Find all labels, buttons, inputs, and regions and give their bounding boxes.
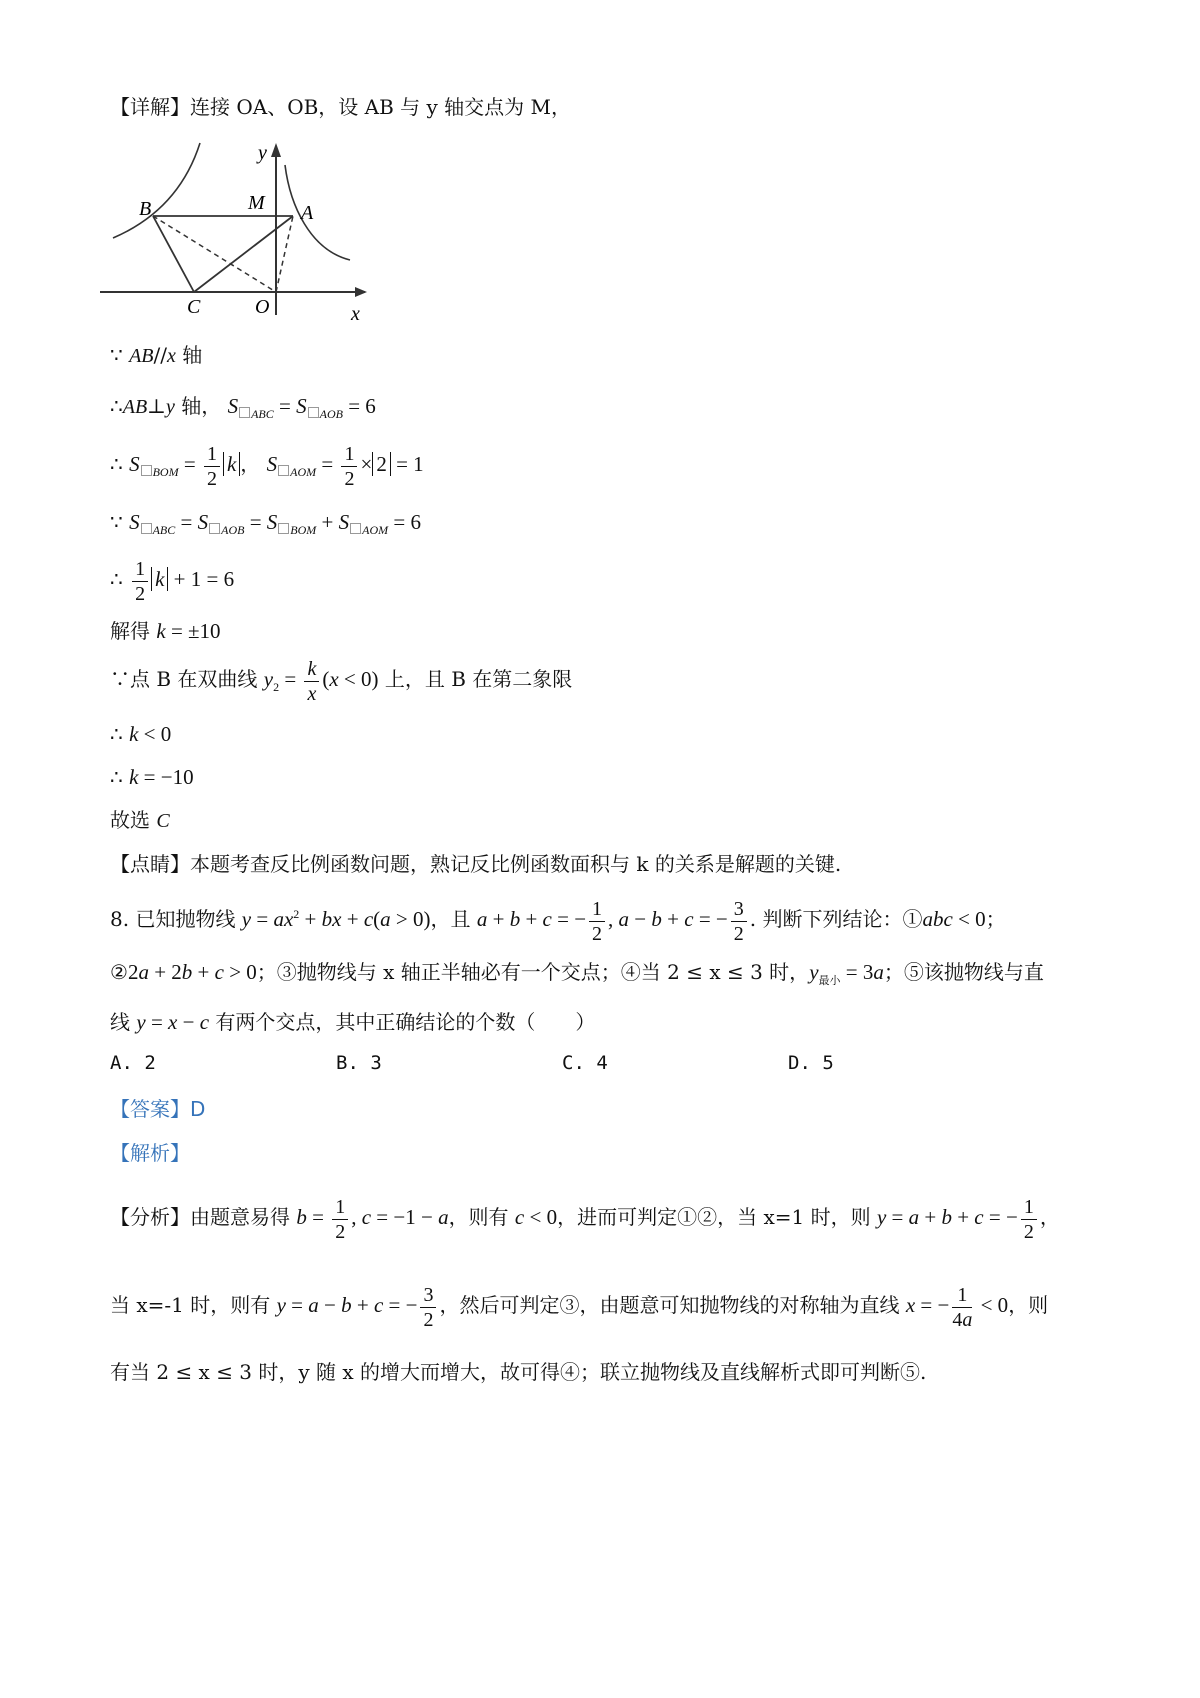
step-6-prefix: 解得 <box>110 619 157 643</box>
y-axis-arrow-icon <box>271 143 281 157</box>
step-5: ∴ $\frac{1}{2}$ k + 1 = 6 <box>110 557 235 605</box>
dianjing-text: 本题考查反比例函数问题，熟记反比例函数面积与 k 的关系是解题的关键. <box>190 852 842 876</box>
step-7-suffix: 上，且 B 在第二象限 <box>384 667 573 691</box>
answer-tag: 【答案】 <box>110 1097 190 1121</box>
step-8: ∴ k < 0 <box>110 722 172 746</box>
label-x: x <box>351 303 360 325</box>
x-axis-arrow-icon <box>355 287 367 297</box>
step-10: 故选 C <box>110 808 170 832</box>
step-7-prefix: ∵点 B 在双曲线 <box>110 667 264 691</box>
analysis-line-2: 当 x=-1 时，则有 y = a − b + c = − $\frac{3}{2}$ ，然后可判定③，由题意可知抛物线的对称轴为直线 x = − $\frac{1}{4a}$ < 0，则 <box>110 1283 1049 1331</box>
segment-bc <box>153 216 194 292</box>
step-3: ∴ S $_{BOM}$ = $\frac{1}{2}$ k ， S $_{AOM}$ = $\frac{1}{2}$ × 2 = 1 <box>110 442 424 490</box>
label-m: M <box>248 192 265 214</box>
label-o: O <box>255 296 270 318</box>
option-c[interactable]: C. 4 <box>562 1052 608 1074</box>
analysis-l1-a: 由题意易得 <box>190 1205 297 1229</box>
analysis-tag: 【分析】 <box>110 1205 190 1229</box>
q8-line3-suffix: 有两个交点，其中正确结论的个数（ ） <box>215 1010 596 1034</box>
option-a[interactable]: A. 2 <box>110 1052 156 1074</box>
q8-line-1: 8. 已知抛物线 $y = ax^2$ + bx + c(a > 0)，且 a + b + c = − $\frac{1}{2}$ , a − b + c = − $\frac{3}{2}$ . 判断下列结论：①abc < 0； <box>110 897 1006 945</box>
detail-tag: 【详解】 <box>110 95 190 119</box>
q8-line2-text: ；③抛物线与 x 轴正半轴必有一个交点；④当 2 ≤ x ≤ 3 时， <box>256 960 810 984</box>
q8-line-2: ②2a + 2b + c > 0；③抛物线与 x 轴正半轴必有一个交点；④当 2 ≤ x ≤ 3 时，$y_{最小} = 3a$；⑤该抛物线与直 <box>110 960 1044 987</box>
step-9: ∴ k = −10 <box>110 765 194 789</box>
dianjing-line <box>110 850 841 878</box>
analysis-l2-c: ，则 <box>1008 1293 1049 1317</box>
analysis-l3: 有当 2 ≤ x ≤ 3 时，y 随 x 的增大而增大，故可得④；联立抛物线及直线解析式即可判断⑤. <box>110 1360 927 1384</box>
analysis-line-3 <box>110 1358 926 1386</box>
answer-value: D <box>190 1097 206 1121</box>
q8-line3-prefix: 线 <box>110 1010 137 1034</box>
label-b: B <box>139 198 152 220</box>
q8-line2-suffix: ；⑤该抛物线与直 <box>883 960 1044 984</box>
analysis-l1-c: ，进而可判定①②，当 x=1 时，则 <box>557 1205 877 1229</box>
step-2: ∴AB⊥y 轴， S $_{ABC}$ = S $_{AOB}$ = 6 <box>110 394 376 421</box>
dianjing-tag: 【点睛】 <box>110 852 190 876</box>
analysis-line-1: 【分析】由题意易得 b = $\frac{1}{2}$ , c = −1 − a，则有 c < 0，进而可判定①②，当 x=1 时，则 y = a + b + c = − $\frac{1}{2}$ ， <box>110 1195 1060 1243</box>
q8-line-3: 线 y = x − c 有两个交点，其中正确结论的个数（ ） <box>110 1010 596 1034</box>
q8-line1-prefix: 8. 已知抛物线 <box>110 907 242 931</box>
label-c: C <box>187 296 201 318</box>
jiexi-tag: 【解析】 <box>110 1141 190 1165</box>
step-1: ∵ AB//x 轴 <box>110 343 203 367</box>
analysis-l1-b: ，则有 <box>448 1205 515 1229</box>
q8-line1-suffix: . 判断下列结论：① <box>749 907 923 931</box>
option-d[interactable]: D. 5 <box>788 1052 834 1074</box>
option-b[interactable]: B. 3 <box>336 1052 382 1074</box>
step-4: ∵ S $_{ABC}$ = S $_{AOB}$ = S $_{BOM}$ + S $_{AOM}$ = 6 <box>110 510 421 537</box>
geometry-figure <box>95 135 385 325</box>
analysis-l2-a: 当 x=-1 时，则有 <box>110 1293 277 1317</box>
detail-intro: 连接 OA、OB，设 AB 与 y 轴交点为 M， <box>190 95 571 119</box>
step-7: ∵点 B 在双曲线 $y_2$ = $\frac{k}{x}$ (x < 0) 上，且 B 在第二象限 <box>110 657 573 705</box>
detail-line <box>110 93 571 121</box>
segment-ob <box>153 216 276 292</box>
q8-line1-mid: ，且 <box>430 907 477 931</box>
right-hyperbola-branch <box>285 165 350 260</box>
label-a: A <box>301 202 314 224</box>
answer-line <box>110 1095 205 1123</box>
step-6: 解得 k = ±10 <box>110 619 221 643</box>
analysis-l2-b: ，然后可判定③，由题意可知抛物线的对称轴为直线 <box>439 1293 906 1317</box>
jiexi-line <box>110 1139 190 1167</box>
label-y: y <box>258 142 267 164</box>
